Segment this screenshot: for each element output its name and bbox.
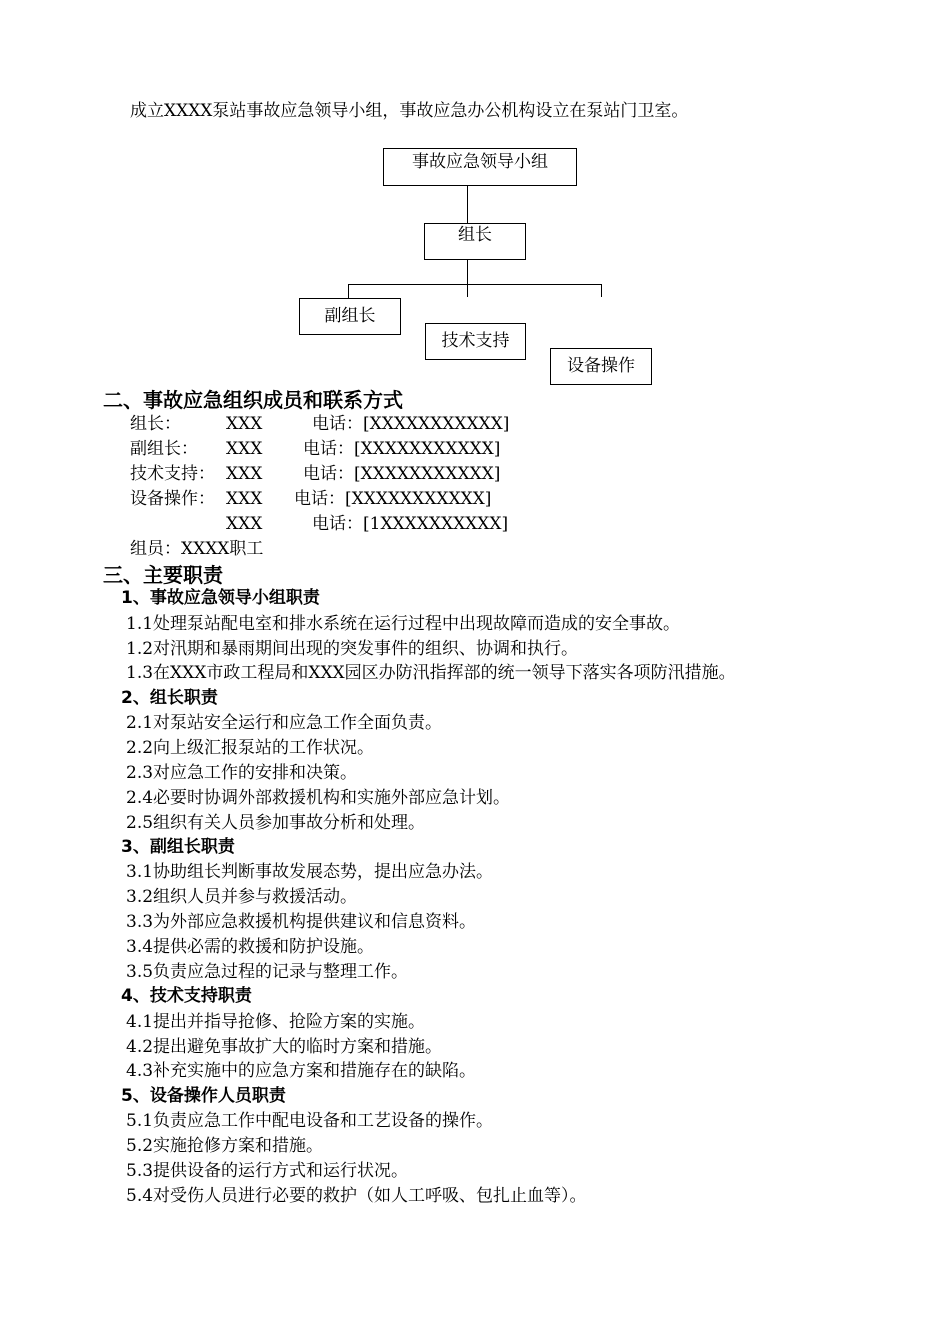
duty-group-heading: 1、事故应急领导小组职责 bbox=[121, 588, 320, 608]
section-2-heading: 二、事故应急组织成员和联系方式 bbox=[103, 388, 403, 412]
duty-item: 5.4对受伤人员进行必要的救护（如人工呼吸、包扎止血等）。 bbox=[126, 1186, 587, 1206]
org-connector bbox=[467, 284, 468, 297]
org-box-top: 事故应急领导小组 bbox=[383, 148, 577, 186]
duty-item: 3.1协助组长判断事故发展态势，提出应急办法。 bbox=[126, 862, 494, 882]
contact-name: XXX bbox=[226, 514, 263, 534]
duty-item: 2.3对应急工作的安排和决策。 bbox=[126, 763, 358, 783]
duty-item: 4.3补充实施中的应急方案和措施存在的缺陷。 bbox=[126, 1061, 477, 1081]
duty-group-heading: 2、组长职责 bbox=[121, 688, 218, 708]
org-branch-line bbox=[348, 284, 602, 285]
org-box-child: 设备操作 bbox=[550, 348, 652, 385]
duty-item: 2.2向上级汇报泵站的工作状况。 bbox=[126, 738, 375, 758]
contact-name: XXX bbox=[226, 439, 263, 459]
duty-group-heading: 3、副组长职责 bbox=[121, 837, 235, 857]
contact-role: 设备操作： bbox=[130, 489, 215, 509]
duty-item: 5.3提供设备的运行方式和运行状况。 bbox=[126, 1161, 409, 1181]
contact-phone: 电话：[XXXXXXXXXXX] bbox=[303, 439, 501, 459]
contact-role: 技术支持： bbox=[130, 464, 215, 484]
contact-name: XXX bbox=[226, 414, 263, 434]
duty-item: 3.5负责应急过程的记录与整理工作。 bbox=[126, 962, 409, 982]
duty-group-heading: 4、技术支持职责 bbox=[121, 986, 252, 1006]
contact-phone: 电话：[XXXXXXXXXXX] bbox=[312, 414, 510, 434]
duty-item: 2.5组织有关人员参加事故分析和处理。 bbox=[126, 813, 426, 833]
org-box-child: 技术支持 bbox=[425, 323, 526, 360]
duty-item: 5.2实施抢修方案和措施。 bbox=[126, 1136, 324, 1156]
org-connector bbox=[467, 260, 468, 284]
duty-item: 1.1处理泵站配电室和排水系统在运行过程中出现故障而造成的安全事故。 bbox=[126, 614, 681, 634]
duty-item: 3.3为外部应急救援机构提供建议和信息资料。 bbox=[126, 912, 477, 932]
duty-item: 2.4必要时协调外部救援机构和实施外部应急计划。 bbox=[126, 788, 511, 808]
org-connector bbox=[601, 284, 602, 297]
contact-name: XXX bbox=[226, 464, 263, 484]
duty-item: 1.3在XXX市政工程局和XXX园区办防汛指挥部的统一领导下落实各项防汛措施。 bbox=[126, 663, 736, 683]
duty-item: 2.1对泵站安全运行和应急工作全面负责。 bbox=[126, 713, 443, 733]
org-box-leader: 组长 bbox=[424, 223, 526, 260]
org-box-child: 副组长 bbox=[299, 298, 401, 335]
duty-group-heading: 5、设备操作人员职责 bbox=[121, 1086, 286, 1106]
contact-role: 组长： bbox=[130, 414, 181, 434]
duty-item: 5.1负责应急工作中配电设备和工艺设备的操作。 bbox=[126, 1111, 494, 1131]
contact-phone: 电话：[XXXXXXXXXXX] bbox=[294, 489, 492, 509]
members-line: 组员：XXXX职工 bbox=[130, 539, 264, 559]
duty-item: 1.2对汛期和暴雨期间出现的突发事件的组织、协调和执行。 bbox=[126, 639, 579, 659]
duty-item: 4.1提出并指导抢修、抢险方案的实施。 bbox=[126, 1012, 426, 1032]
duty-item: 3.2组织人员并参与救援活动。 bbox=[126, 887, 358, 907]
contact-name: XXX bbox=[226, 489, 263, 509]
duty-item: 3.4提供必需的救援和防护设施。 bbox=[126, 937, 375, 957]
contact-phone: 电话：[XXXXXXXXXXX] bbox=[303, 464, 501, 484]
contact-role: 副组长： bbox=[130, 439, 198, 459]
org-connector bbox=[467, 186, 468, 223]
section-3-heading: 三、主要职责 bbox=[103, 563, 223, 587]
contact-phone: 电话：[1XXXXXXXXXX] bbox=[312, 514, 509, 534]
intro-text: 成立XXXX泵站事故应急领导小组，事故应急办公机构设立在泵站门卫室。 bbox=[130, 101, 689, 121]
duty-item: 4.2提出避免事故扩大的临时方案和措施。 bbox=[126, 1037, 443, 1057]
org-connector bbox=[348, 284, 349, 298]
